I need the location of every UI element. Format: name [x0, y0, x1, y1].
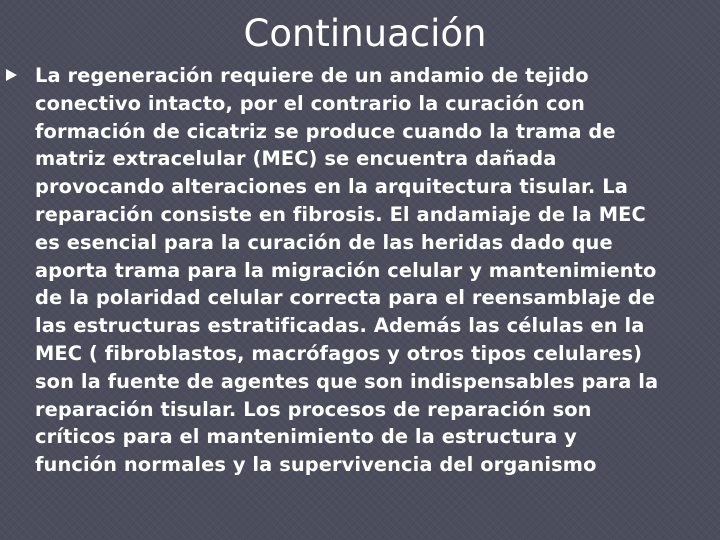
paragraph-line: provocando alteraciones en la arquitectura tisular. La	[35, 175, 628, 199]
paragraph-line: reparación consiste en fibrosis. El andamiaje de la MEC	[35, 202, 646, 226]
paragraph-line: de la polaridad celular correcta para el reensamblaje de	[35, 286, 656, 310]
paragraph-line: aporta trama para la migración celular y mantenimiento	[35, 258, 657, 282]
paragraph-line: La regeneración requiere de un andamio de tejido	[35, 64, 589, 87]
paragraph-line: las estructuras estratificadas. Además las células en la	[35, 314, 645, 338]
paragraph-line: es esencial para la curación de las heridas dado que	[35, 230, 613, 254]
paragraph-line: MEC ( fibroblastos, macrófagos y otros tipos celulares)	[35, 341, 643, 365]
slide-title: Continuación	[243, 12, 487, 55]
paragraph-line: reparación tisular. Los procesos de reparación son	[35, 397, 592, 421]
bullet-item	[0, 62, 720, 502]
bullet-paragraph	[35, 62, 707, 479]
right-pointer-triangle-icon	[6, 69, 17, 81]
paragraph-line: matriz extracelular (MEC) se encuentra dañada	[35, 147, 557, 171]
paragraph-line: formación de cicatriz se produce cuando la trama de	[35, 119, 616, 143]
paragraph-line: función normales y la supervivencia del organismo	[35, 453, 597, 477]
paragraph-line: críticos para el mantenimiento de la estructura y	[35, 425, 577, 449]
paragraph-line: son la fuente de agentes que son indispensables para la	[35, 369, 659, 393]
paragraph-line: conectivo intacto, por el contrario la curación con	[35, 91, 585, 115]
